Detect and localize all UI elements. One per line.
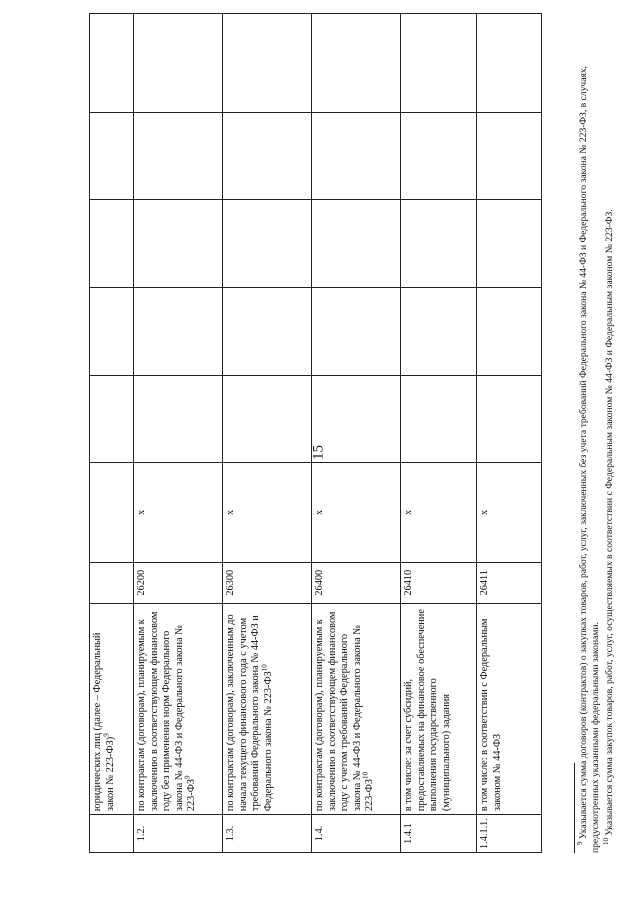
empty-cell bbox=[134, 112, 223, 200]
empty-cell bbox=[312, 14, 401, 113]
table-row bbox=[90, 14, 134, 853]
empty-cell bbox=[223, 287, 312, 375]
empty-cell bbox=[90, 14, 134, 113]
row-number-cell: 1.4. bbox=[312, 815, 401, 853]
table-row bbox=[134, 14, 223, 853]
empty-cell bbox=[312, 375, 401, 463]
empty-cell bbox=[134, 287, 223, 375]
empty-cell bbox=[223, 375, 312, 463]
row-x-cell bbox=[90, 463, 134, 563]
empty-cell bbox=[477, 287, 542, 375]
empty-cell bbox=[477, 200, 542, 288]
row-name-cell bbox=[90, 603, 134, 814]
empty-cell bbox=[90, 375, 134, 463]
row-x-cell: x bbox=[134, 463, 223, 563]
footnote-ref: 10 bbox=[361, 771, 370, 779]
empty-cell bbox=[477, 14, 542, 113]
footnotes bbox=[574, 13, 618, 853]
empty-cell bbox=[90, 112, 134, 200]
row-x-cell: x bbox=[401, 463, 477, 563]
empty-cell bbox=[401, 112, 477, 200]
empty-cell bbox=[401, 200, 477, 288]
row-code-cell: 26200 bbox=[134, 562, 223, 603]
row-code-cell: 26400 bbox=[312, 562, 401, 603]
empty-cell bbox=[223, 200, 312, 288]
empty-cell bbox=[223, 112, 312, 200]
row-name-text: юридических лиц (далее – Федеральный закон № 223-ФЗ) bbox=[92, 632, 116, 812]
row-name-cell bbox=[477, 603, 542, 814]
row-name-text: в том числе: за счет субсидий, предоставляемых на финансовое обеспечение выполнения государственного (муниципального) задания bbox=[403, 609, 452, 812]
row-number-cell: 1.2. bbox=[134, 815, 223, 853]
empty-cell bbox=[312, 200, 401, 288]
row-name-text: по контрактам (договорам), планируемым к заключению в соответствующем финансовом году без применения норм Федерального закона № 44-ФЗ и Федерального закона № 223-ФЗ bbox=[136, 611, 198, 812]
row-x-cell: x bbox=[477, 463, 542, 563]
row-code-cell bbox=[90, 562, 134, 603]
row-code-cell: 26410 bbox=[401, 562, 477, 603]
footnote-rule bbox=[574, 763, 575, 853]
empty-cell bbox=[134, 200, 223, 288]
empty-cell bbox=[90, 287, 134, 375]
row-name-cell bbox=[401, 603, 477, 814]
row-name-cell bbox=[223, 603, 312, 814]
row-name-cell bbox=[312, 603, 401, 814]
row-x-cell: x bbox=[312, 463, 401, 563]
table-row bbox=[312, 14, 401, 853]
footnote-ref: 10 bbox=[260, 664, 269, 672]
page-number: 15 bbox=[310, 445, 327, 460]
empty-cell bbox=[90, 200, 134, 288]
row-x-cell: x bbox=[223, 463, 312, 563]
empty-cell bbox=[134, 375, 223, 463]
empty-cell bbox=[477, 375, 542, 463]
row-number-cell: 1.4.1 bbox=[401, 815, 477, 853]
table-row bbox=[477, 14, 542, 853]
budget-table bbox=[89, 13, 542, 853]
row-name-text: по контрактам (договорам), заключенным до начала текущего финансового года с учетом требований Федерального закона № 44-ФЗ и Федерального закона № 223-ФЗ bbox=[225, 614, 274, 812]
footnote-9: $^9$ Указывается сумма договоров (контрактов) о закупках товаров, работ, услуг, заключенных без учета требований Федерального закона № 44-ФЗ и Федерального закона № 223-ФЗ, в случаях, предусмотренных указанными федеральными законами. bbox=[575, 65, 601, 853]
row-name-text: по контрактам (договорам), планируемым к заключению в соответствующем финансовом году с учетом требований Федерального закона № 44-ФЗ и Федерального закона № 223-ФЗ bbox=[314, 611, 376, 812]
empty-cell bbox=[312, 112, 401, 200]
empty-cell bbox=[312, 287, 401, 375]
empty-cell bbox=[401, 14, 477, 113]
footnote-ref: 9 bbox=[183, 775, 192, 779]
row-name-text: в том числе: в соответствии с Федеральным законом № 44-ФЗ bbox=[479, 618, 503, 812]
table-row bbox=[223, 14, 312, 853]
row-number-cell: 1.4.1.1. bbox=[477, 815, 542, 853]
row-number-cell: 1.3. bbox=[223, 815, 312, 853]
row-name-cell bbox=[134, 603, 223, 814]
empty-cell bbox=[477, 112, 542, 200]
empty-cell bbox=[134, 14, 223, 113]
table-row bbox=[401, 14, 477, 853]
empty-cell bbox=[401, 375, 477, 463]
footnote-ref: 9 bbox=[102, 733, 111, 737]
row-code-cell: 26411 bbox=[477, 562, 542, 603]
empty-cell bbox=[223, 14, 312, 113]
row-code-cell: 26300 bbox=[223, 562, 312, 603]
empty-cell bbox=[401, 287, 477, 375]
footnote-10: $^{10}$ Указывается сумма закупок товаров, работ, услуг, осуществляемых в соответствии с Федеральным законом № 44-ФЗ и Федеральным законом № 223-ФЗ. bbox=[601, 209, 615, 845]
row-number-cell bbox=[90, 815, 134, 853]
rotated-sheet bbox=[89, 13, 639, 853]
